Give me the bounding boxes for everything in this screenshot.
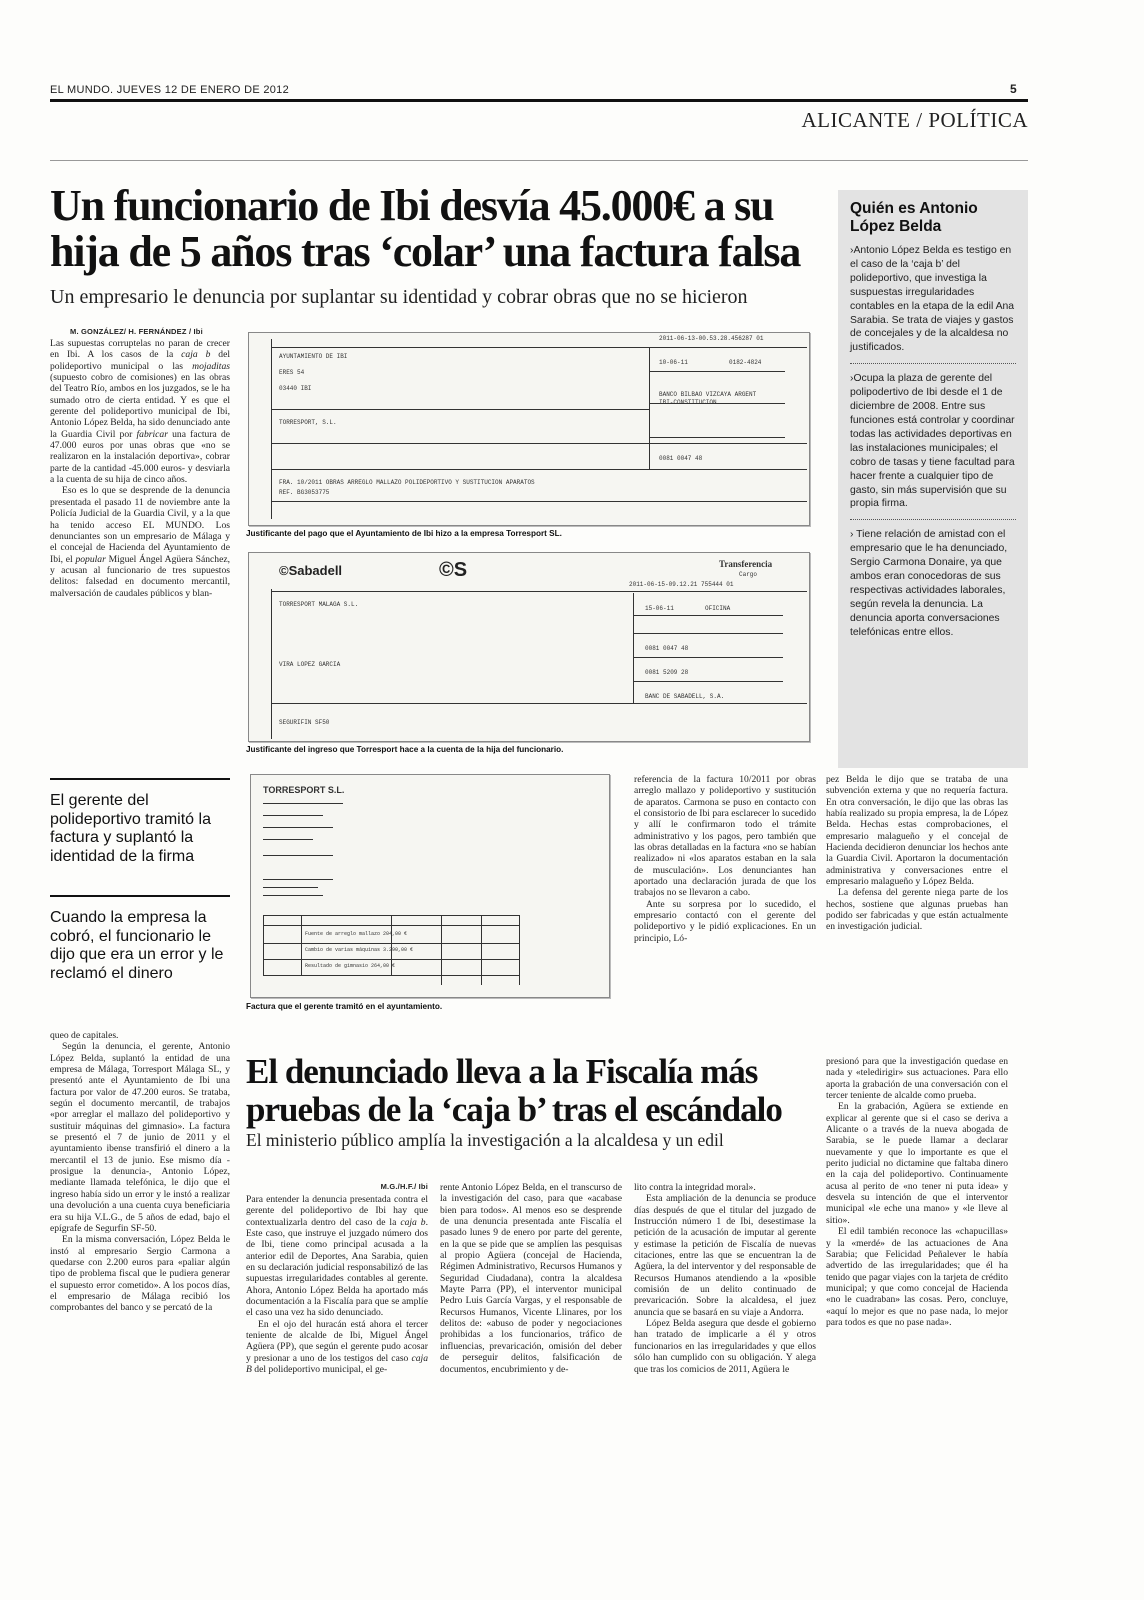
article2-byline: M.G./H.F./ Ibi [380, 1182, 428, 1191]
doc3-caption: Factura que el gerente tramitó en el ayuntamiento. [246, 1002, 443, 1011]
doc2-line: Cargo [739, 571, 758, 578]
doc2-line: VIRA LOPEZ GARCIA [279, 661, 341, 668]
doc2-line: OFICINA [705, 605, 731, 612]
section-rule [50, 160, 1028, 161]
pullquote-2-rule [50, 895, 230, 897]
doc2-title: Transferencia [719, 559, 773, 569]
article1-body-3: referencia de la factura 10/2011 por obras arreglo mallazo y polideportivo y sustitución de aparatos. Carmona se puso en contacto con el consistorio de Ibi para esclarecer lo sucedido y allí le confirmaron todo el trámite administrativo y los pagos, pero también que las obras detalladas en la factura «no se habían realizado» ni «los aparatos estaban en la sala de musculación». Los denunciantes han aportado una declaración jurada de que los trabajos no se llevaron a cabo. Ante su sorpresa por lo sucedido, el empresario contactó con el gerente del polideportivo y le pidió explicaciones. En un principio, Ló- [634, 774, 816, 944]
sidebar-divider [850, 519, 1016, 520]
doc1-caption: Justificante del pago que el Ayuntamiento de Ibi hizo a la empresa Torresport SL. [246, 529, 562, 538]
doc2-line: SEGURIFIN SF50 [279, 719, 330, 726]
article2-column-1 [246, 1182, 428, 1376]
article2-body-2: rente Antonio López Belda, en el transcurso de la investigación del caso, para que «acabase bien para todos». Al menos eso se desprende de una denuncia presentada ante Fiscalía el pasado lunes 9 de enero por parte del gerente, en la que se pide que se amplíen las pesquisas al propio Agüera (concejal de Hacienda, Régimen Administrativo, Recursos Humanos y Seguridad Ciudadana), contra la alcaldesa Mayte Parra (PP), el interventor municipal Pedro Luis García Vargas, y el responsable de Recursos Humanos, Vicente Llinares, por los delitos de: «abuso de poder y negociaciones prohibidas a los funcionarios, tráfico de influencias, prevaricación, omisión del deber de perseguir delitos, falsificación de documentos, encubrimiento y de- [440, 1182, 622, 1375]
invoice-company: TORRESPORT S.L. [263, 785, 345, 795]
header-rule [50, 99, 1028, 102]
doc1-line: AYUNTAMIENTO DE IBI [279, 353, 348, 360]
sidebar-item: ›Antonio López Belda es testigo en el caso de la ‘caja b’ del polideportivo, que investiga la suspuestas irregularidades contables en la etapa de la edil Ana Sarabia. Se trata de viajes y gastos de concejales y de la alcaldesa no justificados. [850, 245, 1015, 354]
article1-body-4: pez Belda le dijo que se trataba de una subvención externa y que no requería factura. En otra conversación, le dijo que las obras las había realizado su propia empresa, la de López Belda. Hechas estas comprobaciones, el empresario malagueño y el concejal de Hacienda decidieron denunciar los hechos ante la Guardia Civil. Aportaron la documentación administrativa y conversaciones entre el empresario malagueño y López Belda. La defensa del gerente niega parte de los hechos, sostiene que algunas pruebas han podido ser fabricadas y que están actualmente en investigación judicial. [826, 774, 1008, 933]
invoice-row: Fuente de arreglo mallazo 204,00 € [305, 931, 408, 937]
newspaper-date-line: EL MUNDO. JUEVES 12 DE ENERO DE 2012 [50, 84, 290, 96]
doc1-line: 0182-4824 [729, 359, 762, 366]
doc1-line: 2011-06-13-00.53.28.456287 01 [659, 335, 764, 342]
doc1-line: BANCO BILBAO VIZCAYA ARGENT [659, 391, 757, 398]
doc2-line: 15-06-11 [645, 605, 674, 612]
article1-body-1: Las supuestas corruptelas no paran de crecer en Ibi. A los casos de la caja b del polideportivo municipal o las mojaditas (supuesto cobro de comisiones) en las obras del Teatro Río, ambos en los juzgados, se le ha sumado otro de cierta entidad. Y es que el gerente del polideportivo municipal de Ibi, Antonio López Belda, ha sido denunciado ante la Guardia Civil por fabricar una factura de 47.000 euros por unas obras que «no se realizaron en la instalación deportiva», cobrar parte de la cantidad -45.000 euros- y desviarla a la cuenta de su hija de cinco años. Eso es lo que se desprende de la denuncia presentada el pasado 11 de noviembre ante la Policía Judicial de la Guardia Civil, y a la que ha tenido acceso EL MUNDO. Los denunciantes son un empresario de Málaga y el concejal de Hacienda del Ayuntamiento de Ibi, el popular Miguel Ángel Agüera Sánchez, y acusan al funcionario de tres supuestos delitos: falsedad en documento mercantil, malversación de caudales públicos y blan- [50, 338, 231, 599]
sidebar-divider [850, 363, 1016, 364]
doc2-line: 0081 5209 28 [645, 669, 689, 676]
second-subheadline: El ministerio público amplía la investigación a la alcaldesa y un edil [246, 1130, 724, 1150]
article2-body-1: Para entender la denuncia presentada contra el gerente del polideportivo de Ibi hay que contextualizarla dentro del caso de la caja b. Este caso, que instruye el juzgado número dos de Ibi, tiene como principal acusada a la anterior edil de Deportes, Ana Sarabia, quien en su declaración judicial responsabilizó de las supuestas irregularidades contables al gerente. Ahora, Antonio López Belda ha aportado más documentación a la Fiscalía para que se amplíe el caso una vez ha sido denunciado. En el ojo del huracán está ahora el tercer teniente de alcalde de Ibi, Miguel Ángel Agüera (PP), que según el gerente pudo acosar y presionar a uno de los testigos del caso caja B del polideportivo municipal, el ge- [246, 1194, 428, 1376]
doc1-line: 0081 0047 48 [659, 455, 703, 462]
pullquote-1-rule [50, 778, 230, 780]
pullquote-2 [50, 895, 230, 983]
article1-body-2: queo de capitales. Según la denuncia, el gerente, Antonio López Belda, suplantó la entidad de una empresa de Málaga, Torresport Málaga SL, y presentó ante el Ayuntamiento de Ibi una factura por valor de 47.200 euros. Se trataba, según el documento mercantil, de trabajos «por arreglar el mallazo del polideportivo y sustituir máquinas del gimnasio». La factura se presentó el 7 de junio de 2011 y el ayuntamiento ibense transfirió el dinero a la mercantil el 13 de junio. Ese mismo día -prosigue la denuncia-, Antonio López, mediante llamada telefónica, le dijo que el ingreso había sido un error y le instó a realizar una devolución a una cuenta cuya beneficiaria era su hija V.L.G., de 5 años de edad, bajo el epígrafe de Segurfin SF-50. En la misma conversación, López Belda le instó al empresario Sergio Carmona a quedarse con 2.200 euros para «paliar algún tipo de problema fiscal que le pudiera generar el supuesto error cometido». A los pocos días, el empresario de Málaga recibió los comprobantes del banco y se percató de la [50, 1030, 230, 1314]
pullquote-1 [50, 778, 230, 866]
doc2-caption: Justificante del ingreso que Torresport hace a la cuenta de la hija del funcionario. [246, 745, 564, 754]
pullquote-1-text: El gerente del polideportivo tramitó la factura y suplantó la identidad de la firma [50, 792, 211, 865]
doc1-line: TORRESPORT, S.L. [279, 419, 337, 426]
sabadell-logo: ©Sabadell [279, 563, 343, 578]
doc2-line: 2011-06-15-09.12.21 755444 01 [629, 581, 734, 588]
doc1-line: IBI-CONSTITUCION [659, 399, 717, 406]
pullquote-2-text: Cuando la empresa la cobró, el funcionario le dijo que era un error y le reclamó el dinero [50, 909, 224, 982]
doc1-line: 10-06-11 [659, 359, 688, 366]
doc2-line: TORRESPORT MALAGA S.L. [279, 601, 359, 608]
payment-receipt-image [248, 332, 810, 526]
sidebar-profile-box [838, 190, 1028, 768]
section-title: ALICANTE / POLÍTICA [801, 108, 1028, 132]
article2-body-3: lito contra la integridad moral». Esta ampliación de la denuncia se produce días después de que el titular del juzgado de Instrucción número 1 de Ibi, desestimase la petición de la acusación de imputar al gerente y estimase la petición de Fiscalía de nuevas citaciones, entre las que se encuentran la de Agüera, la del interventor y del responsable de Recursos Humanos atendiendo a la «posible comisión de un delito continuado de prevaricación. Sobre la alcaldesa, el juez anuncia que se basará en su viaje a Andorra. López Belda asegura que desde el gobierno han tratado de implicarle a él y otros funcionarios en las irregularidades y que ellos sólo han cumplido con su obligación. Y alega que tras los comicios de 2011, Agüera le [634, 1182, 816, 1375]
main-headline: Un funcionario de Ibi desvía 45.000€ a su hija de 5 años tras ‘colar’ una factura falsa [50, 181, 801, 276]
article2-body-4: presionó para que la investigación quedase en nada y «teledirigir» sus actuaciones. Para ello aporta la grabación de una conversación con el tercer teniente de alcalde como prueba. En la grabación, Agüera se extiende en explicar al gerente que si el caso se deriva a Alicante o a través de la nueva abogada de Sarabia, se le puede llamar a declarar nuevamente y que lo importante es que el perito judicial no dictamine que faltaba dinero en la caja del polideportivo. Continuamente acusa al perito de «no tener ni puta idea» y desvela su intención de que el interventor municipal «le eche una mano» y «le lleve al sitio». El edil también reconoce las «chapucillas» y la «merdé» de las actuaciones de Ana Sarabia; que Felicidad Peñalever le había advertido de las irregularidades; que él ha tenido que pagar viajes con la tarjeta de crédito municipal; y que como concejal de Hacienda «no le cuadraban» las cosas. Pero, concluye, «aquí lo mejor es que no pase nada, lo mejor para todos es que no pase nada». [826, 1056, 1008, 1328]
doc1-line: ERES 54 [279, 369, 305, 376]
second-headline: El denunciado lleva a la Fiscalía más pruebas de la ‘caja b’ tras el escándalo [246, 1052, 782, 1129]
doc1-line: 03440 IBI [279, 385, 312, 392]
doc1-line: FRA. 10/2011 OBRAS ARREGLO MALLAZO POLIDEPORTIVO Y SUSTITUCION APARATOS [279, 479, 535, 486]
doc2-line: 0081 0047 48 [645, 645, 689, 652]
transfer-receipt-image [248, 552, 810, 742]
invoice-image [250, 774, 610, 998]
sidebar-item: ›Ocupa la plaza de gerente del polipodertivo de Ibi desde el 1 de diciembre de 2008. Entre sus funciones está controlar y coordinar todas las actividades deportivas en las instalaciones municipales; el cobro de tasas y tiene facultad para hacer frente a cualquier tipo de gasto, sin más supervisión que su propia firma. [850, 373, 1015, 510]
article1-byline: M. GONZÁLEZ/ H. FERNÁNDEZ / Ibi [70, 327, 203, 336]
invoice-row: Cambio de varias máquinas 3.290,00 € [305, 947, 414, 953]
page-number: 5 [1010, 82, 1017, 96]
sidebar-item: › Tiene relación de amistad con el empresario que le ha denunciado, Sergio Carmona Donaire, ya que ambos eran conocedoras de sus respectivas actividades laborales, según revela la denuncia. La denuncia aporta conversaciones telefónicas entre ellos. [850, 529, 1008, 638]
article1-column-1 [50, 327, 230, 599]
doc2-line: BANC DE SABADELL, S.A. [645, 693, 725, 700]
doc1-line: REF. BG3053775 [279, 489, 330, 496]
main-subheadline: Un empresario le denuncia por suplantar su identidad y cobrar obras que no se hicieron [50, 286, 748, 308]
sidebar-title: Quién es Antonio López Belda [850, 200, 978, 235]
sabadell-s-logo: ©S [439, 559, 468, 581]
invoice-row: Resultado de gimnasio 264,00 € [305, 963, 396, 969]
